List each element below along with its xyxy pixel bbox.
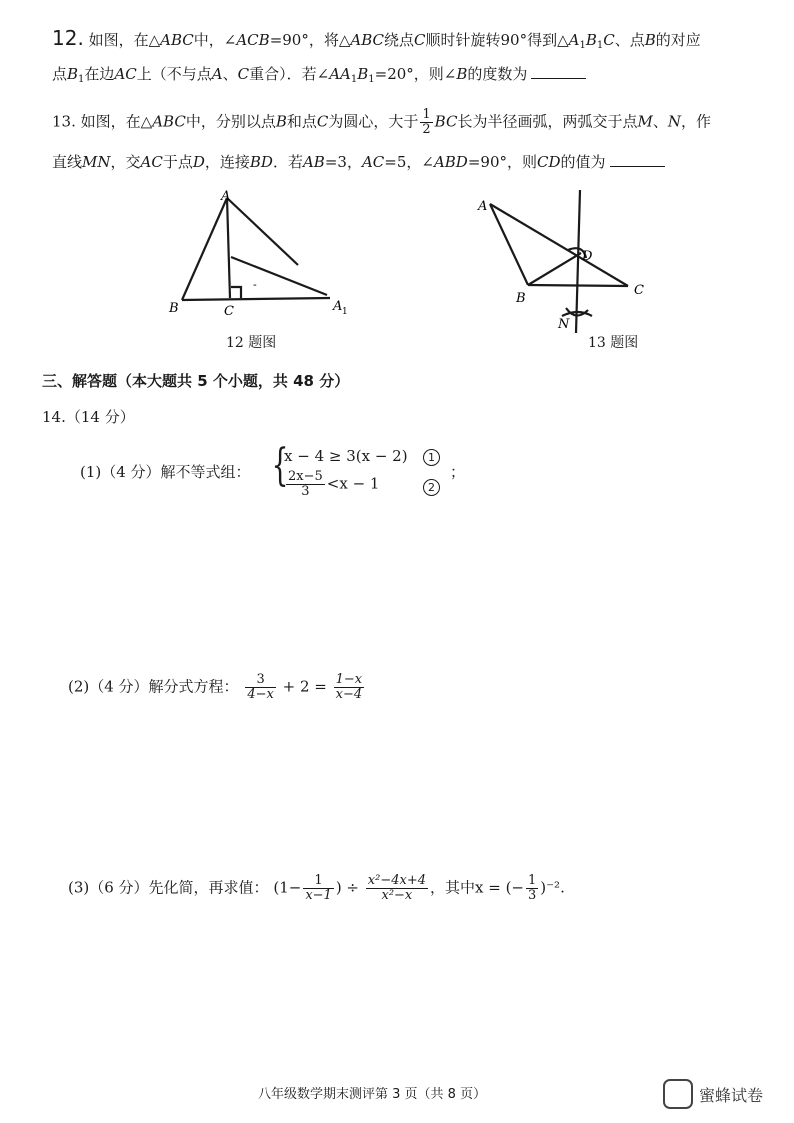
- text: 的值为: [560, 153, 606, 171]
- denominator: 3: [301, 484, 310, 499]
- right-angle-mark: [231, 287, 241, 298]
- text: A: [211, 65, 223, 83]
- subscript: 1: [350, 74, 358, 85]
- answer-blank[interactable]: [610, 152, 665, 167]
- text: ABC: [350, 31, 385, 49]
- q14-part1-end: ；: [450, 463, 466, 481]
- text: 、点: [614, 31, 645, 49]
- text: 绕点: [384, 31, 415, 49]
- text: CD: [537, 153, 561, 171]
- text: + 2 =: [282, 677, 327, 696]
- brace-icon: {: [271, 440, 289, 491]
- numerator: 1: [303, 874, 334, 889]
- text: AA: [329, 65, 351, 83]
- page-footer: 八年级数学期末测评第 3 页（共 8 页）: [258, 1087, 487, 1102]
- text: 如图，在△: [80, 112, 153, 131]
- label-A1: A: [333, 299, 343, 314]
- text: ，交: [110, 153, 141, 171]
- text: 中，分别以点: [185, 112, 276, 131]
- text: ，作: [680, 112, 711, 131]
- text: 的对应: [655, 31, 701, 49]
- text: B: [67, 65, 79, 83]
- figure-13-caption: 13 题图: [588, 335, 639, 351]
- text: BC: [434, 112, 458, 131]
- text: 上（不与点: [136, 65, 212, 83]
- numerator: 2x−5: [288, 469, 323, 484]
- text: 、: [222, 65, 238, 83]
- text: 直线: [52, 153, 83, 171]
- fraction-half: [420, 108, 432, 137]
- text: B: [644, 31, 656, 49]
- segment-BA1: [182, 298, 330, 300]
- segment-AC: [490, 204, 628, 286]
- text: 于点: [162, 153, 193, 171]
- text: MN: [82, 153, 111, 171]
- numerator: 1: [528, 873, 537, 888]
- segment-AB: [182, 198, 227, 300]
- text: (2)（4 分）解分式方程：: [68, 677, 239, 696]
- text: 在边: [84, 65, 115, 83]
- fraction: [366, 874, 428, 903]
- text: BD: [249, 153, 273, 171]
- q14-part3: [68, 874, 565, 903]
- label-A1-sub: 1: [342, 307, 348, 317]
- text: ACB: [236, 31, 270, 49]
- question-12-line2: [52, 64, 590, 90]
- segment-B1A1: [231, 257, 327, 295]
- subscript: 1: [579, 40, 586, 51]
- text: B: [456, 65, 468, 83]
- text: ABC: [160, 31, 194, 49]
- text: AC: [361, 153, 385, 171]
- subscript: 1: [78, 74, 85, 85]
- question-13-line1: [52, 108, 711, 137]
- text: 长为半径画弧，两弧交于点: [457, 112, 638, 131]
- text: (1−: [273, 878, 302, 897]
- text: 、: [652, 112, 668, 131]
- segment-AC: [227, 198, 230, 298]
- bee-logo-icon: [663, 1079, 693, 1109]
- q14-part1-label: (1)（4 分）解不等式组：: [80, 463, 251, 481]
- answer-blank[interactable]: [531, 64, 586, 79]
- text: =90°，将△: [269, 31, 351, 49]
- text: =20°，则∠: [374, 65, 457, 83]
- figure-13: [470, 188, 660, 338]
- circle-mark-2: [423, 476, 440, 496]
- circle-number-2: 2: [423, 479, 440, 496]
- label-N: N: [558, 317, 570, 332]
- text: C: [603, 31, 615, 49]
- text: B: [585, 31, 597, 49]
- numerator: 1−x: [335, 672, 363, 687]
- fraction: [334, 673, 365, 702]
- q14-part1-eq2: [284, 470, 379, 499]
- fraction: [286, 470, 325, 499]
- q14-part2: [68, 673, 366, 702]
- denominator: 4−x: [247, 687, 274, 702]
- question-12-line1: [52, 28, 701, 56]
- numerator: 1: [422, 107, 431, 122]
- text: C: [414, 31, 426, 49]
- text: ．若: [272, 153, 303, 171]
- text: A: [568, 31, 580, 49]
- circle-mark-1: [423, 446, 440, 466]
- fraction: [303, 874, 334, 903]
- subscript: 1: [368, 74, 375, 85]
- text: M: [637, 112, 653, 131]
- denominator: 3: [528, 888, 537, 903]
- section-3-title: 三、解答题（本大题共 5 个小题，共 48 分）: [42, 372, 350, 390]
- q14-part1-eq1: x − 4 ≥ 3(x − 2): [284, 447, 408, 465]
- text: B: [357, 65, 369, 83]
- watermark: [663, 1079, 763, 1109]
- label-B: B: [516, 291, 526, 306]
- text: D: [192, 153, 205, 171]
- text: N: [667, 112, 681, 131]
- question-number: 13.: [52, 112, 76, 131]
- text: )⁻².: [540, 878, 565, 897]
- denominator: x−4: [335, 687, 363, 702]
- watermark-text: 蜜蜂试卷: [699, 1085, 764, 1105]
- text: B: [275, 112, 287, 131]
- text: ) ÷: [335, 878, 360, 897]
- label-A: A: [221, 190, 231, 204]
- text: 和点: [286, 112, 317, 131]
- text: <x − 1: [326, 474, 380, 493]
- text: ，连接: [204, 153, 250, 171]
- text: C: [237, 65, 250, 83]
- numerator: x²−4x+4: [367, 873, 426, 888]
- text: ，其中x = (−: [430, 878, 524, 897]
- figure-12-caption: 12 题图: [226, 335, 277, 351]
- label-dash: -: [253, 278, 257, 291]
- text: C: [316, 112, 329, 131]
- numerator: 3: [245, 673, 276, 688]
- text: 重合）．若∠: [249, 65, 330, 83]
- label-C: C: [634, 283, 644, 298]
- text: ABD: [433, 153, 468, 171]
- text: 的度数为: [467, 65, 528, 83]
- text: 如图，在△: [88, 31, 161, 49]
- text: =3，: [324, 153, 362, 171]
- question-14-header: 14.（14 分）: [42, 408, 135, 426]
- text: =5，∠: [384, 153, 434, 171]
- text: 点: [52, 65, 68, 83]
- label-B: B: [169, 301, 179, 316]
- question-13-line2: [52, 152, 669, 172]
- segment-A-side: [227, 198, 298, 265]
- question-number: 12.: [52, 26, 84, 50]
- text: AC: [140, 153, 163, 171]
- label-A: A: [478, 199, 488, 214]
- figure-12: [165, 190, 355, 320]
- text: 为圆心，大于: [328, 112, 419, 131]
- fraction: [526, 874, 538, 903]
- denominator: x²−x: [381, 888, 413, 903]
- text: ABC: [152, 112, 186, 131]
- circle-number-1: 1: [423, 449, 440, 466]
- fraction: [245, 673, 276, 702]
- text: 中，∠: [193, 31, 237, 49]
- text: AC: [114, 65, 137, 83]
- label-C: C: [224, 304, 234, 319]
- text: 顺时针旋转90°得到△: [425, 31, 569, 49]
- subscript: 1: [596, 40, 604, 51]
- text: AB: [302, 153, 325, 171]
- text: =90°，则: [467, 153, 537, 171]
- denominator: 2: [422, 122, 431, 137]
- text: (3)（6 分）先化简，再求值：: [68, 878, 269, 897]
- denominator: x−1: [305, 888, 332, 903]
- segment-BD: [528, 253, 581, 285]
- label-D: D: [582, 249, 593, 264]
